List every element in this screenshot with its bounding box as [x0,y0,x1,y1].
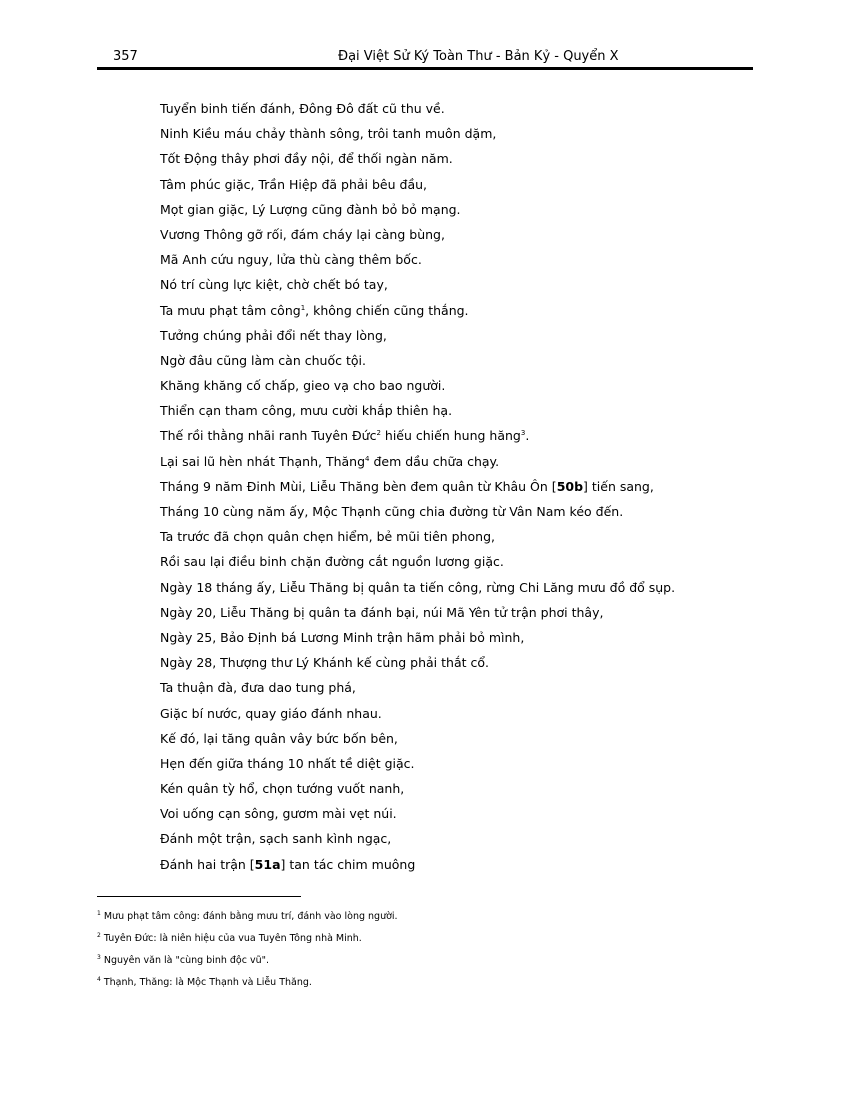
poem-line-text: . [525,428,530,444]
footnote-ref: 2 [376,429,381,438]
poem-line: Ninh Kiều máu chảy thành sông, trôi tanh muôn dặm, [160,126,497,142]
poem-line: Tuyển binh tiến đánh, Đông Đô đất cũ thu về. [160,101,445,116]
footnote-text: Nguyên văn là "cùng binh độc vũ". [103,955,270,966]
poem-line: Tháng 10 cùng năm ấy, Mộc Thạnh cũng chia đường từ Vân Nam kéo đến. [160,504,624,519]
poem-line: Voi uống cạn sông, gươm mài vẹt núi. [160,806,397,822]
poem-line [160,477,675,502]
page-number: 357 [113,49,138,64]
poem-line: Mọt gian giặc, Lý Lượng cũng đành bỏ bỏ mạng. [160,201,461,217]
poem-line: Kế đó, lại tăng quân vây bức bốn bên, [160,730,398,746]
poem-line [160,301,675,326]
footnotes [97,909,398,997]
poem-line: Tưởng chúng phải đổi nết thay lòng, [160,327,387,343]
footnote [97,953,398,975]
header-rule [97,67,753,70]
poem-line-text: Ta mưu phạt tâm công [160,302,301,318]
poem-line: Ngày 18 tháng ấy, Liễu Thăng bị quân ta tiến công, rừng Chi Lăng mưu đồ đổ sụp. [160,579,676,595]
poem-line: Tâm phúc giặc, Trần Hiệp đã phải bêu đầu, [160,176,428,192]
page-header [97,49,752,67]
folio-marker: 50b [556,478,584,494]
footnote [97,931,398,953]
header-title: Đại Việt Sử Ký Toàn Thư - Bản Kỷ - Quyển X [338,49,619,64]
poem-line: Khăng khăng cố chấp, gieo vạ cho bao người. [160,378,446,394]
poem-line-text: Đánh hai trận [ [160,856,255,872]
poem-line-text: , không chiến cũng thắng. [305,302,469,318]
footnote-ref: 3 [520,429,526,438]
footnote-number: 2 [97,931,101,939]
poem-line-text: Thế rồi thằng nhãi ranh Tuyên Đức [160,428,377,444]
poem-line: Đánh một trận, sạch sanh kình ngạc, [160,831,392,847]
footnote-ref: 1 [300,303,306,312]
poem-line: Giặc bí nước, quay giáo đánh nhau. [160,705,382,721]
poem-line-text: hiếu chiến hung hăng [380,428,521,444]
footnote-number: 1 [97,909,101,917]
footnote-text: Thạnh, Thăng: là Mộc Thạnh và Liễu Thăng. [103,977,312,988]
footnote-number: 4 [97,975,101,983]
poem-line: Mã Anh cứu nguy, lửa thù càng thêm bốc. [160,252,422,268]
poem-line-text: ] tiến sang, [583,478,654,494]
footnote [97,909,398,931]
poem-text [160,99,675,880]
poem-line-text: Tháng 9 năm Đinh Mùi, Liễu Thăng bèn đem quân từ Khâu Ôn [ [160,478,557,494]
poem-line [160,452,675,477]
footnote-separator [97,896,301,897]
poem-line: Ta trước đã chọn quân chẹn hiểm, bẻ mũi tiên phong, [160,529,496,545]
poem-line [160,426,675,451]
poem-line: Ngờ đâu cũng làm càn chuốc tội. [160,352,366,368]
poem-line: Ngày 28, Thượng thư Lý Khánh kế cùng phải thắt cổ. [160,655,489,671]
footnote-text: Tuyên Đức: là niên hiệu của vua Tuyên Tông nhà Minh. [103,933,362,944]
poem-line: Hẹn đến giữa tháng 10 nhất tề diệt giặc. [160,755,415,771]
poem-line: Ngày 20, Liễu Thăng bị quân ta đánh bại, núi Mã Yên tử trận phơi thây, [160,604,604,620]
poem-line: Tốt Động thây phơi đầy nội, để thối ngàn năm. [160,151,453,167]
folio-marker: 51a [254,856,281,872]
footnote [97,975,398,997]
poem-line [160,855,675,880]
poem-line: Ngày 25, Bảo Định bá Lương Minh trận hãm phải bỏ mình, [160,629,525,645]
poem-line: Nó trí cùng lực kiệt, chờ chết bó tay, [160,277,388,293]
poem-line: Thiển cạn tham công, mưu cười khắp thiên hạ. [160,403,453,419]
poem-line-text: Lại sai lũ hèn nhát Thạnh, Thăng [160,453,366,469]
poem-line: Rồi sau lại điều binh chặn đường cắt nguồn lương giặc. [160,554,504,570]
poem-line: Vương Thông gỡ rối, đám cháy lại càng bùng, [160,226,445,242]
poem-line: Ta thuận đà, đưa dao tung phá, [160,680,356,696]
footnote-number: 3 [97,953,101,961]
footnote-ref: 4 [365,454,370,463]
poem-line: Kén quân tỳ hổ, chọn tướng vuốt nanh, [160,781,405,797]
poem-line-text: đem dầu chữa chạy. [369,453,500,469]
footnote-text: Mưu phạt tâm công: đánh bằng mưu trí, đánh vào lòng người. [103,911,398,922]
poem-line-text: ] tan tác chim muông [280,856,416,872]
